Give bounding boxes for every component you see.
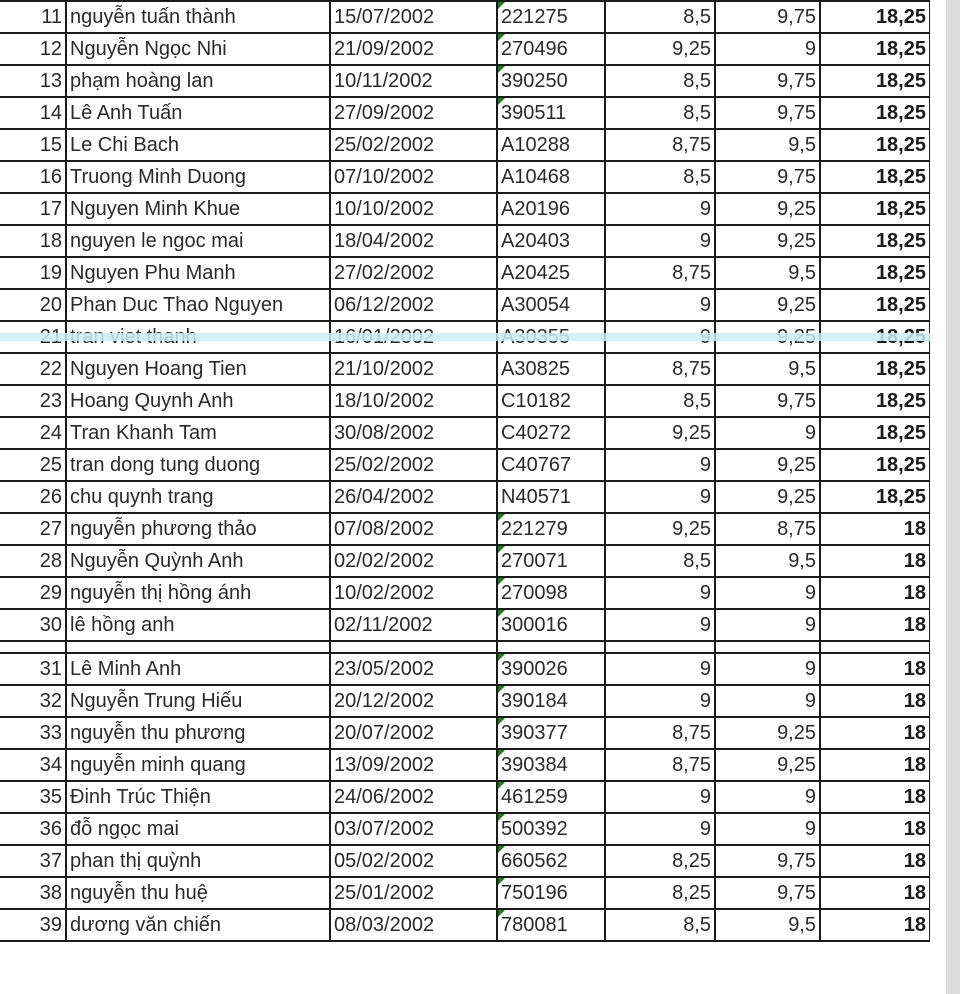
total-score-cell[interactable]: 18	[820, 749, 930, 781]
birthdate-cell[interactable]: 18/04/2002	[330, 225, 497, 257]
score-2-cell[interactable]: 9,75	[715, 845, 820, 877]
exam-id-cell[interactable]: 221275	[497, 1, 605, 33]
birthdate-cell[interactable]: 21/09/2002	[330, 33, 497, 65]
row-number-cell[interactable]: 17	[0, 193, 66, 225]
row-number-cell[interactable]: 11	[0, 1, 66, 33]
score-1-cell[interactable]: 9	[605, 193, 715, 225]
exam-id-cell[interactable]: A20425	[497, 257, 605, 289]
row-number-cell[interactable]: 31	[0, 653, 66, 685]
score-1-cell[interactable]: 8,5	[605, 909, 715, 941]
score-1-cell[interactable]: 9	[605, 685, 715, 717]
row-number-cell[interactable]: 14	[0, 97, 66, 129]
row-number-cell[interactable]: 19	[0, 257, 66, 289]
score-1-cell[interactable]: 8,5	[605, 97, 715, 129]
name-cell[interactable]: Đinh Trúc Thiện	[66, 781, 330, 813]
exam-id-cell[interactable]: C40767	[497, 449, 605, 481]
exam-id-cell[interactable]: 461259	[497, 781, 605, 813]
total-score-cell[interactable]: 18,25	[820, 161, 930, 193]
exam-id-cell[interactable]: A20403	[497, 225, 605, 257]
total-score-cell[interactable]: 18,25	[820, 289, 930, 321]
row-number-cell[interactable]: 30	[0, 609, 66, 641]
score-2-cell[interactable]: 9,75	[715, 385, 820, 417]
table-row	[0, 685, 930, 717]
table-row	[0, 225, 930, 257]
name-cell[interactable]: Phan Duc Thao Nguyen	[66, 289, 330, 321]
name-cell[interactable]: nguyễn thị hồng ánh	[66, 577, 330, 609]
table-row	[0, 1, 930, 33]
exam-id-cell[interactable]: 300016	[497, 609, 605, 641]
total-score-cell[interactable]: 18,25	[820, 257, 930, 289]
score-2-cell[interactable]: 9	[715, 781, 820, 813]
name-cell[interactable]: Nguyen Phu Manh	[66, 257, 330, 289]
birthdate-cell[interactable]: 23/05/2002	[330, 653, 497, 685]
name-cell[interactable]: Truong Minh Duong	[66, 161, 330, 193]
birthdate-cell[interactable]: 25/02/2002	[330, 449, 497, 481]
row-number-cell[interactable]: 33	[0, 717, 66, 749]
row-number-cell[interactable]: 20	[0, 289, 66, 321]
total-score-cell[interactable]: 18	[820, 609, 930, 641]
total-score-cell[interactable]: 18	[820, 653, 930, 685]
score-2-cell[interactable]: 9	[715, 577, 820, 609]
name-cell[interactable]: tran dong tung duong	[66, 449, 330, 481]
exam-id-cell[interactable]: 270098	[497, 577, 605, 609]
name-cell[interactable]: Nguyễn Ngọc Nhi	[66, 33, 330, 65]
total-score-cell[interactable]: 18	[820, 845, 930, 877]
exam-id-cell[interactable]: 390384	[497, 749, 605, 781]
score-1-cell[interactable]: 8,25	[605, 877, 715, 909]
birthdate-cell[interactable]: 25/02/2002	[330, 129, 497, 161]
table-row	[0, 609, 930, 641]
table-row	[0, 545, 930, 577]
score-2-cell[interactable]: 9	[715, 813, 820, 845]
exam-id-cell[interactable]: 780081	[497, 909, 605, 941]
exam-id-cell[interactable]: 390377	[497, 717, 605, 749]
score-2-cell[interactable]: 9,75	[715, 97, 820, 129]
table-row	[0, 877, 930, 909]
birthdate-cell[interactable]: 05/02/2002	[330, 845, 497, 877]
table-row	[0, 161, 930, 193]
row-number-cell[interactable]: 13	[0, 65, 66, 97]
table-row	[0, 717, 930, 749]
row-number-cell[interactable]: 28	[0, 545, 66, 577]
name-cell[interactable]: dương văn chiến	[66, 909, 330, 941]
score-2-cell[interactable]: 9	[715, 685, 820, 717]
score-2-cell[interactable]: 9,5	[715, 545, 820, 577]
exam-id-cell[interactable]: 390250	[497, 65, 605, 97]
row-number-cell[interactable]: 37	[0, 845, 66, 877]
birthdate-cell[interactable]: 15/07/2002	[330, 1, 497, 33]
name-cell[interactable]: Hoang Quynh Anh	[66, 385, 330, 417]
birthdate-cell[interactable]: 18/10/2002	[330, 385, 497, 417]
birthdate-cell[interactable]: 10/10/2002	[330, 193, 497, 225]
table-row	[0, 781, 930, 813]
exam-id-cell[interactable]: A10288	[497, 129, 605, 161]
row-number-cell[interactable]: 23	[0, 385, 66, 417]
total-score-cell[interactable]: 18,25	[820, 65, 930, 97]
name-cell[interactable]: đỗ ngọc mai	[66, 813, 330, 845]
total-score-cell[interactable]: 18	[820, 813, 930, 845]
score-2-cell[interactable]: 9,5	[715, 129, 820, 161]
birthdate-cell[interactable]: 27/02/2002	[330, 257, 497, 289]
score-1-cell[interactable]: 9	[605, 449, 715, 481]
row-number-cell[interactable]: 27	[0, 513, 66, 545]
birthdate-cell[interactable]: 02/02/2002	[330, 545, 497, 577]
score-1-cell[interactable]: 9,25	[605, 417, 715, 449]
total-score-cell[interactable]: 18	[820, 781, 930, 813]
score-1-cell[interactable]: 9,25	[605, 513, 715, 545]
birthdate-cell[interactable]: 13/09/2002	[330, 749, 497, 781]
table-row	[0, 417, 930, 449]
score-2-cell[interactable]: 9,5	[715, 353, 820, 385]
exam-id-cell[interactable]: 390511	[497, 97, 605, 129]
row-number-cell[interactable]: 36	[0, 813, 66, 845]
birthdate-cell[interactable]: 21/10/2002	[330, 353, 497, 385]
name-cell[interactable]: nguyen le ngoc mai	[66, 225, 330, 257]
score-1-cell[interactable]: 9	[605, 609, 715, 641]
name-cell[interactable]: Nguyen Minh Khue	[66, 193, 330, 225]
table-row	[0, 353, 930, 385]
screenshot-stitch-band	[0, 333, 944, 341]
exam-id-cell[interactable]: 660562	[497, 845, 605, 877]
birthdate-cell[interactable]: 10/11/2002	[330, 65, 497, 97]
name-cell[interactable]: nguyễn tuấn thành	[66, 1, 330, 33]
total-score-cell[interactable]: 18,25	[820, 33, 930, 65]
birthdate-cell[interactable]: 06/12/2002	[330, 289, 497, 321]
name-cell[interactable]: Nguyễn Quỳnh Anh	[66, 545, 330, 577]
exam-id-cell[interactable]: 221279	[497, 513, 605, 545]
score-1-cell[interactable]: 9	[605, 653, 715, 685]
birthdate-cell[interactable]: 30/08/2002	[330, 417, 497, 449]
score-1-cell[interactable]: 8,5	[605, 545, 715, 577]
score-1-cell[interactable]: 9	[605, 225, 715, 257]
total-score-cell[interactable]: 18,25	[820, 385, 930, 417]
birthdate-cell[interactable]: 24/06/2002	[330, 781, 497, 813]
score-2-cell[interactable]: 9,5	[715, 257, 820, 289]
exam-id-cell[interactable]: 270496	[497, 33, 605, 65]
score-2-cell[interactable]: 9,75	[715, 877, 820, 909]
name-cell[interactable]: nguyễn phương thảo	[66, 513, 330, 545]
name-cell[interactable]: chu quynh trang	[66, 481, 330, 513]
name-cell[interactable]: nguyễn minh quang	[66, 749, 330, 781]
row-number-cell[interactable]: 25	[0, 449, 66, 481]
row-number-cell[interactable]: 12	[0, 33, 66, 65]
table-row	[0, 193, 930, 225]
exam-id-cell[interactable]: 390026	[497, 653, 605, 685]
score-2-cell[interactable]: 9,25	[715, 289, 820, 321]
row-number-cell[interactable]: 22	[0, 353, 66, 385]
score-2-cell[interactable]: 9,25	[715, 449, 820, 481]
table-row	[0, 33, 930, 65]
row-number-cell[interactable]: 18	[0, 225, 66, 257]
exam-id-cell[interactable]: N40571	[497, 481, 605, 513]
score-2-cell[interactable]: 9,25	[715, 481, 820, 513]
total-score-cell[interactable]: 18	[820, 717, 930, 749]
birthdate-cell[interactable]: 20/12/2002	[330, 685, 497, 717]
birthdate-cell[interactable]: 08/03/2002	[330, 909, 497, 941]
score-1-cell[interactable]: 8,5	[605, 65, 715, 97]
score-1-cell[interactable]: 8,75	[605, 129, 715, 161]
exam-id-cell[interactable]: 390184	[497, 685, 605, 717]
row-number-cell[interactable]: 15	[0, 129, 66, 161]
table-row	[0, 813, 930, 845]
score-1-cell[interactable]: 8,5	[605, 1, 715, 33]
exam-id-cell[interactable]: A30825	[497, 353, 605, 385]
score-2-cell[interactable]: 9	[715, 33, 820, 65]
score-1-cell[interactable]: 8,75	[605, 749, 715, 781]
total-score-cell[interactable]: 18,25	[820, 193, 930, 225]
table-row	[0, 845, 930, 877]
score-1-cell[interactable]: 9	[605, 813, 715, 845]
score-2-cell[interactable]: 9,5	[715, 909, 820, 941]
row-number-cell[interactable]: 32	[0, 685, 66, 717]
score-1-cell[interactable]: 9	[605, 289, 715, 321]
name-cell[interactable]: lê hồng anh	[66, 609, 330, 641]
total-score-cell[interactable]: 18,25	[820, 353, 930, 385]
exam-id-cell[interactable]: A30054	[497, 289, 605, 321]
score-1-cell[interactable]: 9	[605, 481, 715, 513]
score-1-cell[interactable]: 9	[605, 781, 715, 813]
total-score-cell[interactable]: 18	[820, 545, 930, 577]
score-2-cell[interactable]: 9,75	[715, 161, 820, 193]
table-row	[0, 65, 930, 97]
name-cell[interactable]: Tran Khanh Tam	[66, 417, 330, 449]
birthdate-cell[interactable]: 20/07/2002	[330, 717, 497, 749]
total-score-cell[interactable]: 18,25	[820, 225, 930, 257]
page-break-gap	[0, 641, 930, 653]
birthdate-cell[interactable]: 10/02/2002	[330, 577, 497, 609]
vertical-scrollbar[interactable]	[946, 0, 960, 994]
name-cell[interactable]: phạm hoàng lan	[66, 65, 330, 97]
table-row	[0, 749, 930, 781]
name-cell[interactable]: phan thị quỳnh	[66, 845, 330, 877]
score-1-cell[interactable]: 8,75	[605, 353, 715, 385]
table-row	[0, 909, 930, 941]
score-2-cell[interactable]: 8,75	[715, 513, 820, 545]
total-score-cell[interactable]: 18,25	[820, 417, 930, 449]
table-row	[0, 385, 930, 417]
total-score-cell[interactable]: 18,25	[820, 449, 930, 481]
table-row	[0, 289, 930, 321]
name-cell[interactable]: nguyễn thu huệ	[66, 877, 330, 909]
exam-id-cell[interactable]: 500392	[497, 813, 605, 845]
table-row	[0, 97, 930, 129]
birthdate-cell[interactable]: 25/01/2002	[330, 877, 497, 909]
row-number-cell[interactable]: 38	[0, 877, 66, 909]
birthdate-cell[interactable]: 27/09/2002	[330, 97, 497, 129]
table-row	[0, 257, 930, 289]
name-cell[interactable]: nguyễn thu phương	[66, 717, 330, 749]
birthdate-cell[interactable]: 26/04/2002	[330, 481, 497, 513]
name-cell[interactable]: Le Chi Bach	[66, 129, 330, 161]
exam-id-cell[interactable]: A10468	[497, 161, 605, 193]
score-1-cell[interactable]: 8,5	[605, 385, 715, 417]
row-number-cell[interactable]: 16	[0, 161, 66, 193]
name-cell[interactable]: Nguyễn Trung Hiếu	[66, 685, 330, 717]
total-score-cell[interactable]: 18,25	[820, 97, 930, 129]
score-1-cell[interactable]: 8,75	[605, 717, 715, 749]
table-row	[0, 653, 930, 685]
row-number-cell[interactable]: 24	[0, 417, 66, 449]
table-row	[0, 577, 930, 609]
birthdate-cell[interactable]: 02/11/2002	[330, 609, 497, 641]
total-score-cell[interactable]: 18	[820, 577, 930, 609]
total-score-cell[interactable]: 18	[820, 513, 930, 545]
birthdate-cell[interactable]: 03/07/2002	[330, 813, 497, 845]
exam-id-cell[interactable]: C10182	[497, 385, 605, 417]
row-number-cell[interactable]: 26	[0, 481, 66, 513]
score-2-cell[interactable]: 9,25	[715, 193, 820, 225]
exam-id-cell[interactable]: A20196	[497, 193, 605, 225]
score-2-cell[interactable]: 9	[715, 653, 820, 685]
name-cell[interactable]: Lê Anh Tuấn	[66, 97, 330, 129]
birthdate-cell[interactable]: 07/10/2002	[330, 161, 497, 193]
table-row	[0, 129, 930, 161]
score-2-cell[interactable]: 9,25	[715, 225, 820, 257]
score-2-cell[interactable]: 9,25	[715, 749, 820, 781]
score-2-cell[interactable]: 9	[715, 609, 820, 641]
name-cell[interactable]: Lê Minh Anh	[66, 653, 330, 685]
table-row	[0, 481, 930, 513]
exam-id-cell[interactable]: 750196	[497, 877, 605, 909]
score-2-cell[interactable]: 9	[715, 417, 820, 449]
exam-id-cell[interactable]: 270071	[497, 545, 605, 577]
score-2-cell[interactable]: 9,75	[715, 65, 820, 97]
exam-id-cell[interactable]: C40272	[497, 417, 605, 449]
total-score-cell[interactable]: 18	[820, 685, 930, 717]
score-1-cell[interactable]: 9	[605, 577, 715, 609]
birthdate-cell[interactable]: 07/08/2002	[330, 513, 497, 545]
scroll-gutter	[930, 0, 946, 994]
table-row	[0, 513, 930, 545]
row-number-cell[interactable]: 35	[0, 781, 66, 813]
total-score-cell[interactable]: 18	[820, 909, 930, 941]
total-score-cell[interactable]: 18	[820, 877, 930, 909]
row-number-cell[interactable]: 39	[0, 909, 66, 941]
score-2-cell[interactable]: 9,25	[715, 717, 820, 749]
name-cell[interactable]: Nguyen Hoang Tien	[66, 353, 330, 385]
table-row	[0, 449, 930, 481]
score-1-cell[interactable]: 8,25	[605, 845, 715, 877]
total-score-cell[interactable]: 18,25	[820, 129, 930, 161]
score-1-cell[interactable]: 8,75	[605, 257, 715, 289]
total-score-cell[interactable]: 18,25	[820, 481, 930, 513]
score-2-cell[interactable]: 9,75	[715, 1, 820, 33]
score-1-cell[interactable]: 9,25	[605, 33, 715, 65]
total-score-cell[interactable]: 18,25	[820, 1, 930, 33]
row-number-cell[interactable]: 34	[0, 749, 66, 781]
row-number-cell[interactable]: 29	[0, 577, 66, 609]
score-1-cell[interactable]: 8,5	[605, 161, 715, 193]
